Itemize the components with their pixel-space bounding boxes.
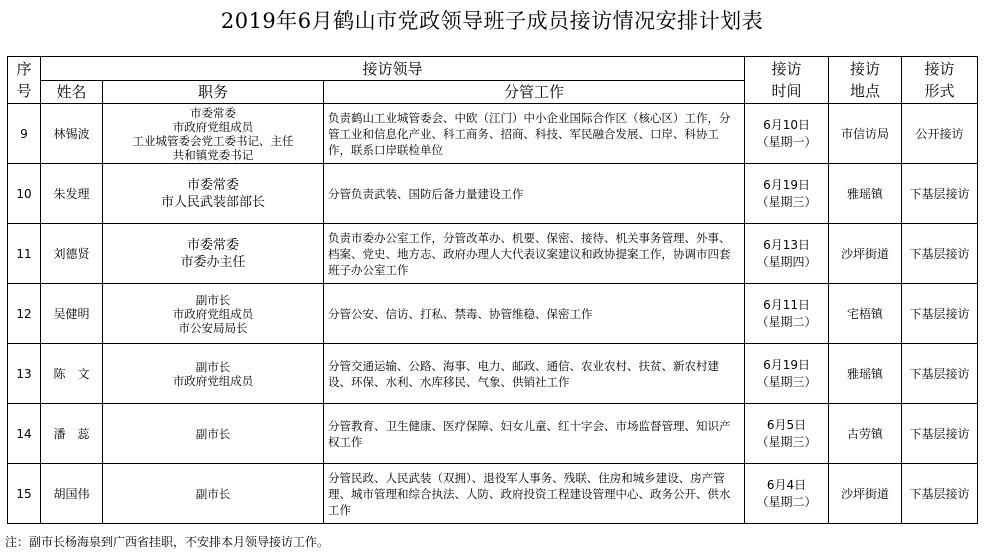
row-position: 市委常委 市人民武装部部长 xyxy=(103,164,324,224)
header-duty: 分管工作 xyxy=(324,81,745,104)
row-duty: 负责市委办公室工作，分管改革办、机要、保密、接待、机关事务管理、外事、档案、党史、地方志、政府办理人大代表议案建议和政协提案工作，协调市四套班子办公室工作 xyxy=(324,224,745,284)
row-place: 市信访局 xyxy=(829,104,902,164)
row-name: 林锡波 xyxy=(41,104,103,164)
header-name: 姓名 xyxy=(41,81,103,104)
table-row xyxy=(8,344,978,404)
row-place: 沙坪街道 xyxy=(829,224,902,284)
row-seq: 12 xyxy=(8,284,41,344)
page-title: 2019年6月鹤山市党政领导班子成员接访情况安排计划表 xyxy=(220,9,764,33)
row-name: 胡国伟 xyxy=(41,464,103,524)
header-time: 接访 时间 xyxy=(745,57,829,104)
row-seq: 9 xyxy=(8,104,41,164)
row-position: 副市长 xyxy=(103,464,324,524)
row-seq: 11 xyxy=(8,224,41,284)
table-row xyxy=(8,284,978,344)
row-place: 雅瑶镇 xyxy=(829,164,902,224)
row-position: 副市长 xyxy=(103,404,324,464)
row-form: 下基层接访 xyxy=(902,164,978,224)
row-seq: 15 xyxy=(8,464,41,524)
row-form: 下基层接访 xyxy=(902,284,978,344)
row-time: 6月5日 （星期三） xyxy=(745,404,829,464)
row-name: 朱发理 xyxy=(41,164,103,224)
row-form: 下基层接访 xyxy=(902,404,978,464)
row-form: 公开接访 xyxy=(902,104,978,164)
table-row xyxy=(8,164,978,224)
row-name: 潘 蕊 xyxy=(41,404,103,464)
header-reception-leader: 接访领导 xyxy=(41,57,745,81)
row-time: 6月11日 （星期二） xyxy=(745,284,829,344)
row-time: 6月10日 （星期一） xyxy=(745,104,829,164)
header-row-1 xyxy=(8,57,978,81)
row-form: 下基层接访 xyxy=(902,464,978,524)
table-row xyxy=(8,224,978,284)
row-form: 下基层接访 xyxy=(902,344,978,404)
row-duty: 分管教育、卫生健康、医疗保障、妇女儿童、红十字会、市场监督管理、知识产权工作 xyxy=(324,404,745,464)
table-row xyxy=(8,464,978,524)
row-duty: 分管公安、信访、打私、禁毒、协管维稳、保密工作 xyxy=(324,284,745,344)
row-time: 6月13日 （星期四） xyxy=(745,224,829,284)
row-duty: 分管负责武装、国防后备力量建设工作 xyxy=(324,164,745,224)
row-place: 宅梧镇 xyxy=(829,284,902,344)
header-seq: 序 号 xyxy=(8,57,41,104)
row-seq: 13 xyxy=(8,344,41,404)
row-duty: 负责鹤山工业城管委会、中欧（江门）中小企业国际合作区（核心区）工作，分管工业和信息化产业、科工商务、招商、科技、军民融合发展、口岸、科协工作，联系口岸联检单位 xyxy=(324,104,745,164)
row-duty: 分管交通运输、公路、海事、电力、邮政、通信、农业农村、扶贫、新农村建设、环保、水利、水库移民、气象、供销社工作 xyxy=(324,344,745,404)
row-time: 6月19日 （星期三） xyxy=(745,164,829,224)
row-name: 陈 文 xyxy=(41,344,103,404)
row-name: 吴健明 xyxy=(41,284,103,344)
row-position: 市委常委 市政府党组成员 工业城管委会党工委书记、主任 共和镇党委书记 xyxy=(103,104,324,164)
row-name: 刘德贤 xyxy=(41,224,103,284)
row-time: 6月4日 （星期二） xyxy=(745,464,829,524)
footnote: 注：副市长杨海泉到广西省挂职，不安排本月领导接访工作。 xyxy=(5,535,330,549)
row-time: 6月19日 （星期三） xyxy=(745,344,829,404)
header-form: 接访 形式 xyxy=(902,57,978,104)
row-place: 沙坪街道 xyxy=(829,464,902,524)
row-position: 副市长 市政府党组成员 市公安局局长 xyxy=(103,284,324,344)
table-row xyxy=(8,404,978,464)
header-place: 接访 地点 xyxy=(829,57,902,104)
row-position: 市委常委 市委办主任 xyxy=(103,224,324,284)
row-form: 下基层接访 xyxy=(902,224,978,284)
row-seq: 14 xyxy=(8,404,41,464)
row-duty: 分管民政、人民武装（双拥）、退役军人事务、残联、住房和城乡建设、房产管理、城市管理和综合执法、人防、政府投资工程建设管理中心、政务公开、供水工作 xyxy=(324,464,745,524)
schedule-table xyxy=(7,56,978,524)
header-position: 职务 xyxy=(103,81,324,104)
row-seq: 10 xyxy=(8,164,41,224)
table-row xyxy=(8,104,978,164)
row-position: 副市长 市政府党组成员 xyxy=(103,344,324,404)
row-place: 古劳镇 xyxy=(829,404,902,464)
row-place: 雅瑶镇 xyxy=(829,344,902,404)
